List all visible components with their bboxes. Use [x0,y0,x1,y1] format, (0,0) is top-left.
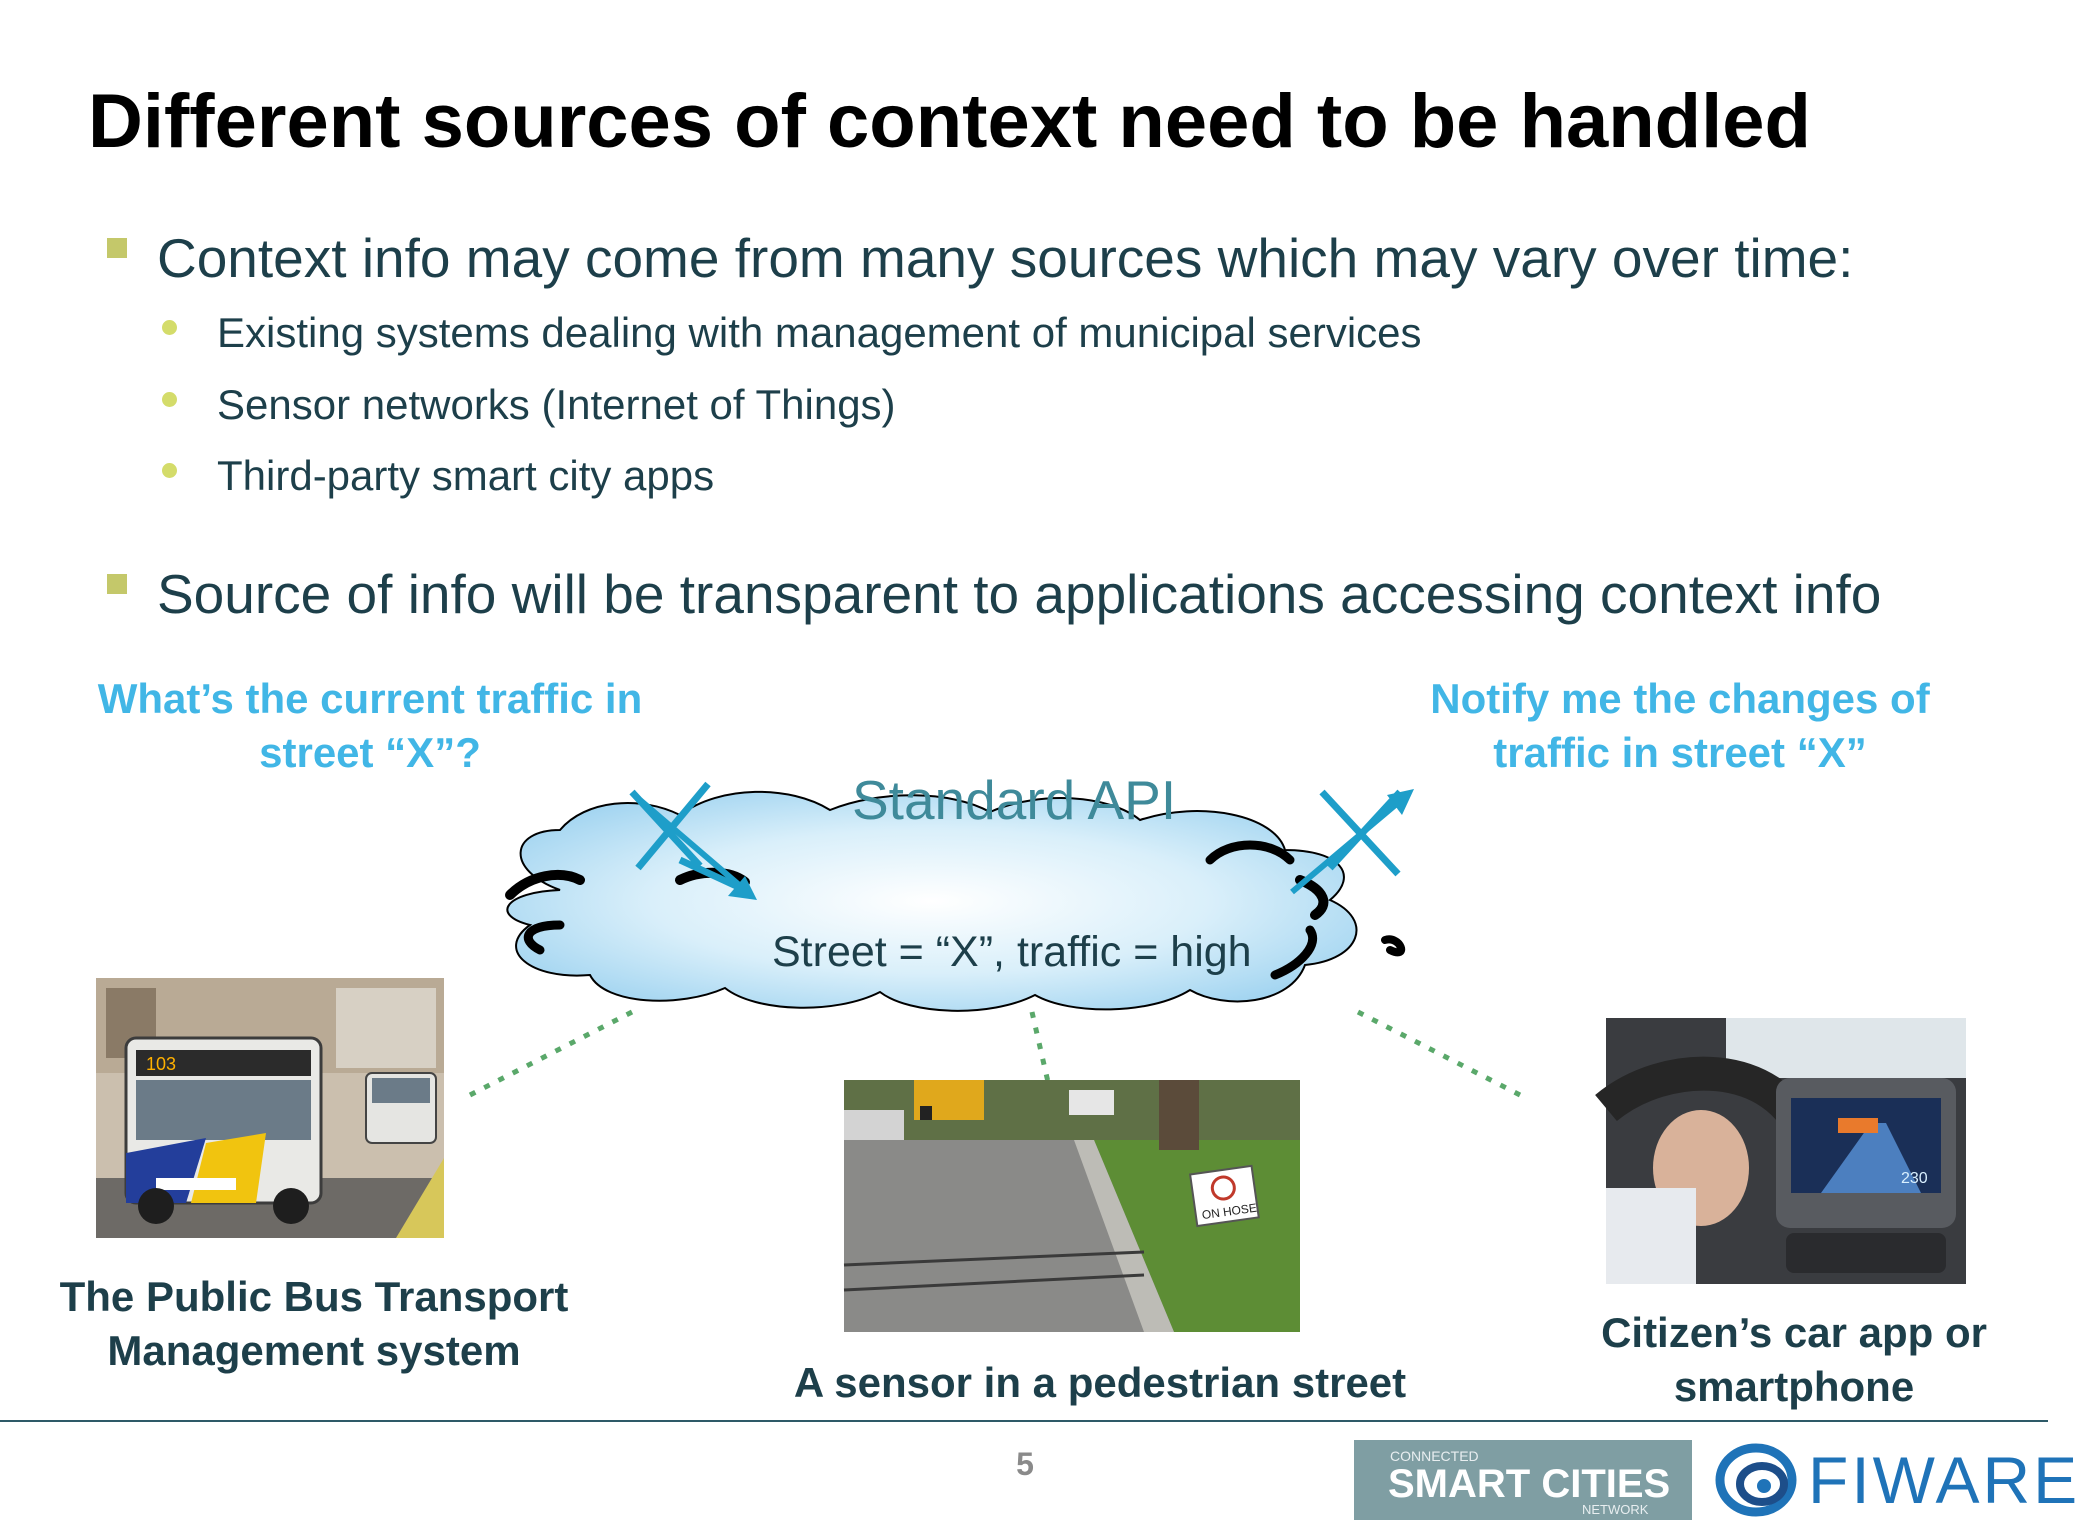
caption-line: A sensor in a pedestrian street [793,1359,1407,1406]
cloud-scribble [1385,939,1401,952]
logo-main-text: SMART CITIES [1388,1462,1671,1506]
slide-title: Different sources of context need to be handled [88,79,1811,164]
street-sign-text: ON HOSE [1200,1200,1258,1223]
caption-line: smartphone [1673,1363,1915,1410]
fiware-logo-text: FIWARE [1808,1443,2081,1517]
caption-line: Management system [107,1327,521,1374]
caption-bus [14,1270,614,1378]
street-illustration [844,1080,1300,1332]
connector-sensor [1032,1012,1048,1082]
sub-bullet-text: Third-party smart city apps [217,452,715,499]
api-label: Standard API [852,769,1177,831]
bus-photo [96,978,444,1238]
dashboard-reading: 230 [1901,1170,1928,1187]
fiware-logo [1714,1440,2081,1520]
query-left-line: street “X”? [259,729,481,776]
caption-car [1494,1306,2094,1414]
bullet-text: Source of info will be transparent to applications accessing context info [157,563,1882,625]
logo-top-text: CONNECTED [1390,1448,1479,1464]
caption-line: Citizen’s car app or [1601,1309,1987,1356]
sub-bullet-text: Sensor networks (Internet of Things) [217,381,896,428]
fiware-swirl-icon [1714,1442,1804,1518]
bullet-text: Context info may come from many sources which may vary over time: [157,227,1854,289]
bus-number: 103 [146,1054,177,1074]
caption-sensor [720,1356,1480,1410]
car-dashboard-photo [1606,1018,1966,1284]
connector-car [1358,1012,1522,1096]
footer-divider [0,1420,2048,1422]
smart-cities-logo [1354,1440,1692,1520]
cloud-text: Street = “X”, traffic = high [772,928,1252,976]
page-number: 5 [1016,1446,1034,1482]
logo-bottom-text: NETWORK [1582,1502,1649,1517]
cross-mark-icon [1330,792,1400,868]
sub-bullet-text: Existing systems dealing with management of municipal services [217,309,1422,356]
caption-line: The Public Bus Transport [59,1273,569,1320]
connector-bus [468,1012,632,1096]
bus-illustration [96,978,444,1238]
query-right-line: traffic in street “X” [1493,729,1867,776]
query-right-line: Notify me the changes of [1430,675,1930,722]
street-sensor-photo [844,1080,1300,1332]
query-left-line: What’s the current traffic in [97,675,643,722]
dashboard-illustration [1606,1018,1966,1284]
